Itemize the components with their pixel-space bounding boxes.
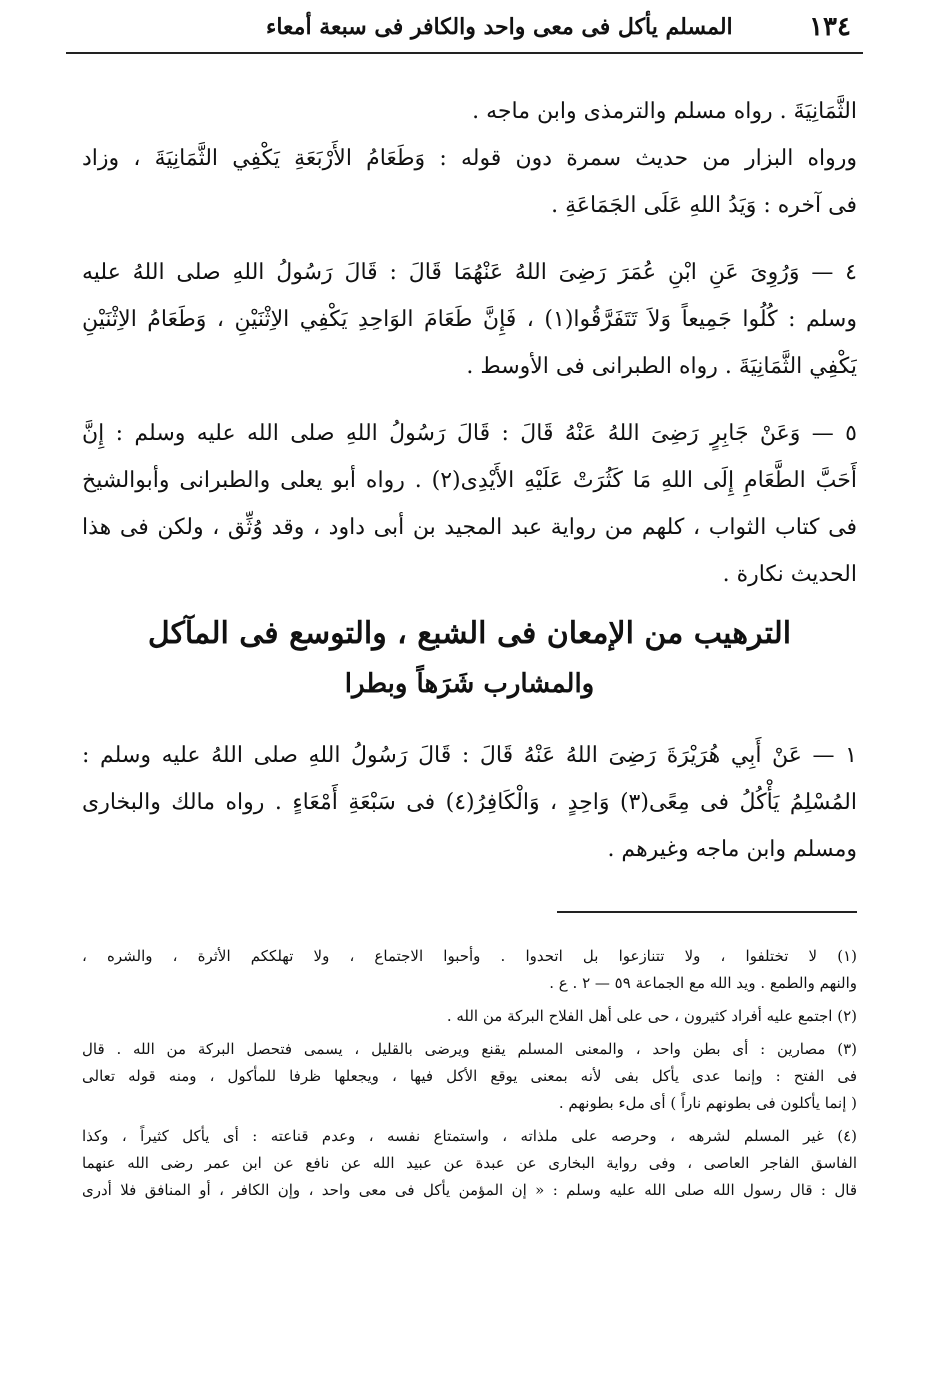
running-title: المسلم يأكل فى معى واحد والكافر فى سبعة أمعاء (266, 14, 733, 40)
text-line: يَكْفِي الثَّمَانِيَةَ . رواه الطبرانى فى الأوسط . (466, 354, 857, 379)
section-title: الترهيب من الإمعان فى الشبع ، والتوسع فى المآكل (147, 616, 792, 651)
page-body (82, 54, 857, 1204)
hadith-paragraph (82, 249, 857, 390)
text-line: ورواه البزار من حديث سمرة دون قوله : وَطَعَامُ الأَرْبَعَةِ يَكْفِي الثَّمَانِيَةَ ، وزاد (82, 146, 857, 171)
footnotes (82, 943, 857, 1204)
footnote-4 (82, 1123, 857, 1204)
text-line: وسلم : كُلُوا جَمِيعاً وَلاَ تَتَفَرَّقُوا(١) ، فَإِنَّ طَعَامَ الوَاحِدِ يَكْفِي الاِثْنَيْنِ ، وَطَعَامُ الاِثْنَيْنِ (82, 307, 857, 332)
text-line: ٤ — وَرُوِىَ عَنِ ابْنِ عُمَرَ رَضِىَ اللهُ عَنْهُمَا قَالَ : قَالَ رَسُولُ اللهِ صلى اللهُ عليه (82, 260, 857, 285)
footnote-2 (82, 1003, 857, 1030)
footnote-line: والنهم والطمع . ويد الله مع الجماعة ٥٩ — ٢ . ع . (549, 974, 857, 992)
footnote-1 (82, 943, 857, 997)
text-line: فى آخره : وَيَدُ اللهِ عَلَى الجَمَاعَةِ . (551, 193, 857, 218)
footnote-line: قال : قال رسول الله صلى الله عليه وسلم : « إن المؤمن يأكل فى معى واحد ، وإن الكافر ، أو المنافق فلا أدرى (82, 1181, 857, 1199)
running-header (66, 0, 863, 54)
footnote-line: (٤) غير المسلم لشرهه ، وحرصه على ملذاته ، واستمتاع نفسه ، وعدم قناعته : أى يأكل كثيراً ، وكذا (82, 1127, 857, 1145)
footnote-line: الفاسق الفاجر العاصى ، وفى رواية البخارى عن عبدة عن عبيد الله عن نافع عن ابن عمر رضى الله عنهما (82, 1154, 857, 1172)
footnote-3 (82, 1036, 857, 1117)
text-line: الحديث نكارة . (722, 562, 857, 587)
footnote-line: (٣) مصارين : أى بطن واحد ، والمعنى المسلم يقنع ويرضى بالقليل ، يسمى فتحصل البركة من الله . قال (82, 1040, 857, 1058)
hadith-paragraph (82, 732, 857, 873)
text-line: المُسْلِمُ يَأْكُلُ فى مِعًى(٣) وَاحِدٍ ، وَالْكَافِرُ(٤) فى سَبْعَةِ أَمْعَاءٍ . رواه مالك والبخارى (82, 790, 857, 815)
footnote-line: ( إنما يأكلون فى بطونهم ناراً ) أى ملء بطونهم . (558, 1094, 857, 1112)
text-line: الثَّمَانِيَةَ . رواه مسلم والترمذى وابن ماجه . (472, 99, 857, 124)
hadith-paragraph (82, 88, 857, 135)
footnote-line: (١) لا تختلفوا ، ولا تتنازعوا بل اتحدوا . وأحبوا الاجتماع ، ولا تهلككم الأثرة ، والشره ، (82, 947, 857, 965)
text-line: ومسلم وابن ماجه وغيرهم . (607, 837, 857, 862)
text-line: فى كتاب الثواب ، كلهم من رواية عبد المجيد بن أبى داود ، وقد وُثِّق ، ولكن فى هذا (82, 515, 857, 540)
section-subtitle: والمشارب شَرَهاً وبطرا (344, 669, 595, 699)
text-line: ١ — عَنْ أَبِي هُرَيْرَةَ رَضِىَ اللهُ عَنْهُ قَالَ : قَالَ رَسُولُ اللهِ صلى اللهُ عليه وسلم : (82, 743, 857, 768)
hadith-paragraph (82, 410, 857, 598)
footnote-line: (٢) اجتمع عليه أفراد كثيرون ، حى على أهل الفلاح البركة من الله . (446, 1007, 857, 1025)
text-line: ٥ — وَعَنْ جَابِرٍ رَضِىَ اللهُ عَنْهُ قَالَ : قَالَ رَسُولُ اللهِ صلى الله عليه وسلم : إِنَّ (82, 421, 857, 446)
text-line: أَحَبَّ الطَّعَامِ إِلَى اللهِ مَا كَثُرَتْ عَلَيْهِ الأَيْدِى(٢) . رواه أبو يعلى والطبرانى وأبوالشيخ (82, 468, 857, 493)
footnote-divider (557, 911, 857, 913)
page-number: ١٣٤ (809, 12, 851, 42)
footnote-line: فى الفتح : وإنما عدى يأكل بفى لأنه بمعنى يوقع الأكل فيها ، ويجعلها ظرفا للمأكول ، ومنه قوله تعالى (82, 1067, 857, 1085)
hadith-paragraph (82, 135, 857, 229)
